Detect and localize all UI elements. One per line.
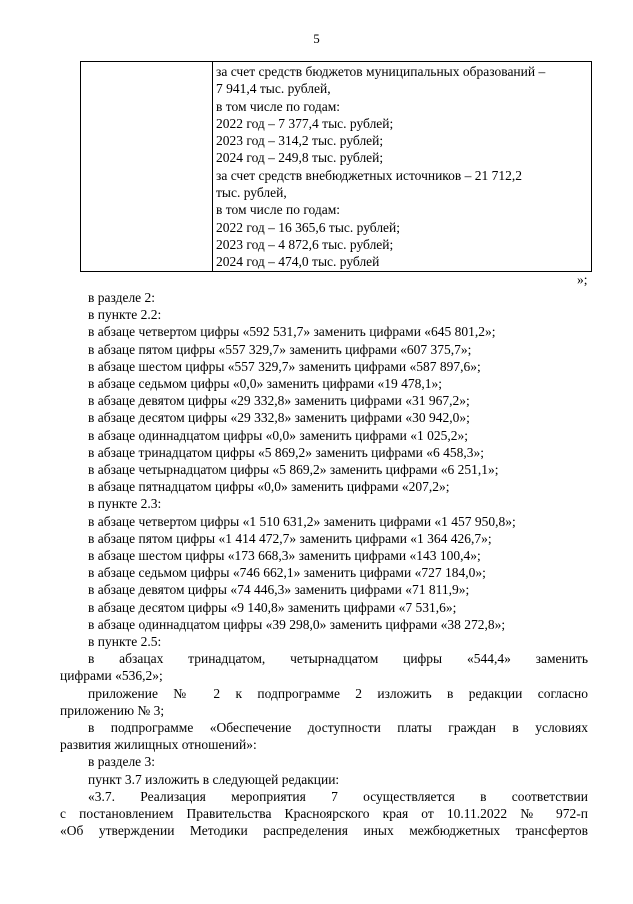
text-line: «3.7. Реализация мероприятия 7 осуществляется в соответствии bbox=[88, 788, 588, 804]
text-line: в подпрограмме «Обеспечение доступности платы граждан в условиях bbox=[88, 720, 588, 736]
text-line: в пункте 2.3: bbox=[88, 496, 162, 512]
text-line: в пункте 2.5: bbox=[88, 634, 162, 650]
text-line: в абзаце тринадцатом цифры «5 869,2» заменить цифрами «6 458,3»; bbox=[88, 444, 484, 460]
table-text-line: 2022 год – 16 365,6 тыс. рублей; bbox=[216, 219, 401, 235]
table-text-line: за счет средств внебюджетных источников – 21 712,2 bbox=[216, 167, 523, 183]
table-text-line: за счет средств бюджетов муниципальных образований – bbox=[216, 64, 546, 79]
text-line: в абзаце десятом цифры «9 140,8» заменить цифрами «7 531,6»; bbox=[88, 599, 457, 615]
text-line: в абзаце четырнадцатом цифры «5 869,2» заменить цифрами «6 251,1»; bbox=[88, 462, 499, 478]
text-line: пункт 3.7 изложить в следующей редакции: bbox=[88, 771, 340, 787]
text-line: в абзаце девятом цифры «29 332,8» заменить цифрами «31 967,2»; bbox=[88, 393, 470, 409]
table-text-line: в том числе по годам: bbox=[216, 202, 341, 218]
text-line: в пункте 2.2: bbox=[88, 307, 162, 323]
table-cell-funding bbox=[213, 62, 592, 272]
text-line: в абзаце пятом цифры «557 329,7» заменить цифрами «607 375,7»; bbox=[88, 341, 472, 357]
text-line: в абзаце пятнадцатом цифры «0,0» заменить цифрами «207,2»; bbox=[88, 479, 450, 495]
amendment-text bbox=[60, 289, 588, 840]
table-text-line: 2024 год – 474,0 тыс. рублей bbox=[216, 254, 380, 270]
table-text-line: 2023 год – 314,2 тыс. рублей; bbox=[216, 133, 384, 149]
text-line: в разделе 2: bbox=[88, 290, 156, 305]
text-line: в абзаце одиннадцатом цифры «39 298,0» заменить цифрами «38 272,8»; bbox=[88, 616, 506, 632]
table-row bbox=[81, 62, 592, 272]
text-line: в абзаце седьмом цифры «0,0» заменить цифрами «19 478,1»; bbox=[88, 376, 442, 392]
text-line: в абзаце четвертом цифры «1 510 631,2» заменить цифрами «1 457 950,8»; bbox=[88, 513, 516, 529]
text-line: в абзаце шестом цифры «173 668,3» заменить цифрами «143 100,4»; bbox=[88, 548, 481, 564]
closing-quote: »; bbox=[577, 272, 588, 287]
table-text-line: тыс. рублей, bbox=[216, 185, 287, 201]
text-line: в абзаце седьмом цифры «746 662,1» заменить цифрами «727 184,0»; bbox=[88, 565, 486, 581]
text-line: в абзаце четвертом цифры «592 531,7» заменить цифрами «645 801,2»; bbox=[88, 324, 496, 340]
text-line: развития жилищных отношений»: bbox=[60, 737, 257, 753]
text-line: «Об утверждении Методики распределения иных межбюджетных трансфертов bbox=[60, 823, 588, 839]
text-line: в разделе 3: bbox=[88, 754, 156, 770]
text-line: в абзаце девятом цифры «74 446,3» заменить цифрами «71 811,9»; bbox=[88, 582, 470, 598]
funding-table bbox=[80, 61, 592, 272]
table-text-line: 2024 год – 249,8 тыс. рублей; bbox=[216, 150, 384, 166]
table-text-line: 2022 год – 7 377,4 тыс. рублей; bbox=[216, 115, 394, 131]
text-line: в абзаце одиннадцатом цифры «0,0» заменить цифрами «1 025,2»; bbox=[88, 427, 469, 443]
text-line: в абзаце десятом цифры «29 332,8» заменить цифрами «30 942,0»; bbox=[88, 410, 470, 426]
text-line: приложению № 3; bbox=[60, 702, 165, 718]
text-line: приложение № 2 к подпрограмме 2 изложить в редакции согласно bbox=[88, 685, 588, 701]
table-cell-empty bbox=[81, 62, 213, 272]
text-line: в абзаце пятом цифры «1 414 472,7» заменить цифрами «1 364 426,7»; bbox=[88, 530, 492, 546]
page-number: 5 bbox=[313, 31, 320, 46]
table-text-line: 2023 год – 4 872,6 тыс. рублей; bbox=[216, 236, 394, 252]
text-line: с постановлением Правительства Красноярского края от 10.11.2022 № 972-п bbox=[60, 806, 588, 822]
table-text-line: 7 941,4 тыс. рублей, bbox=[216, 81, 331, 97]
text-line: в абзацах тринадцатом, четырнадцатом цифры «544,4» заменить bbox=[88, 651, 588, 667]
text-line: в абзаце шестом цифры «557 329,7» заменить цифрами «587 897,6»; bbox=[88, 358, 481, 374]
table-text-line: в том числе по годам: bbox=[216, 98, 341, 114]
text-line: цифрами «536,2»; bbox=[60, 668, 163, 684]
